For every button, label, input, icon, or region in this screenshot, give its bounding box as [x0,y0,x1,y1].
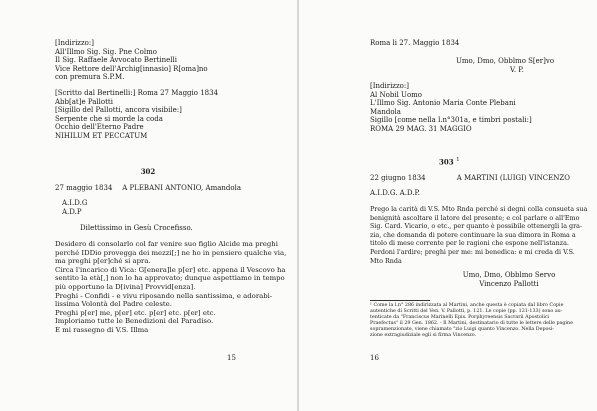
body-line: Preghi p[er] me, p[er] etc. p[er] etc. p[er] etc. [55,308,216,317]
footnote-line: autentiche di Scritti del Ven. V. Pallotti, p. 121. Le copie (pp. 121-133) sono au- [370,309,563,315]
body-line: benignità ascoltare il latore del presente; e col parlare o all'Emo [370,213,580,222]
signoff [449,271,569,288]
body-line: titolo di mese corrente per le ragioni che espone nell'istanza. [370,239,569,248]
body-line: ma preghi p[er]ché si apra. [55,257,151,266]
address-line: [Indirizzo:] [370,82,409,90]
body-line: E mi rassegno di V.S. Illma [55,325,149,334]
seal-line: NIHILUM ET PECCATUM [55,131,148,140]
address-line: Sigillo [come nella l.n°301a, e timbri postali:] [370,116,532,125]
address-block [55,39,208,82]
letter-number: 302 [140,167,156,176]
body-line: zia, che domanda di potere continuare la sua dimora in Roma a [370,230,576,239]
body-line: più opportuno la D[ivina] Provvid[enza]. [55,282,196,291]
letter-date: 27 maggio 1834 [55,184,113,192]
footnote-line: ¹ Come la l.n° 286 indirizzata al Martini, anche questa è copiata dal libro Copie [370,303,564,308]
footnote-line: Praefectus" il 29 Gen. 1862. - Il Martini, destinatario di tutte le lettere delle pagine [370,321,573,327]
body-line: Sig. Card. Vicario, o etc., per quanto è possibile ottenergli la gra- [370,222,583,231]
footnote-line: zione extragiudiziale egli si firma Vincenzo. [370,333,477,339]
invocation: A.I.D.G. A.D.P. [370,189,421,197]
letter-number [439,157,460,167]
closing-formula: Umo, Dmo, Obblmo S[er]vo [456,57,555,65]
footnote-line: sopramenzionate, viene chiamato "zio Luigi quanto Vincenzo. Nella Deposi- [370,327,555,333]
body-line: Prego la carità di V.S. Mto Rnda perché si degni colla consueta sua [370,205,588,213]
body-line: lissima Volontà del Padre celeste. [55,300,172,309]
letter-number-value: 303 [439,157,454,167]
signoff-line: Vincenzo Pallotti [479,279,539,288]
signoff-line: Umo, Dmo, Obblmo Servo [462,271,556,279]
seal-line: Abb[at]e Pallotti [55,97,113,106]
seal-line: Serpente che si morde la coda [55,114,163,123]
seal-line: [Scritto dal Bertinelli:] Roma 27 Maggio 1834 [55,89,219,97]
right-page [299,0,597,411]
footnote-line: tenticate da "Franciscus Marinelli Epis. Porphyreensis Sacrarii Apostolici [370,315,550,321]
address-line: All'Illmo Sig. Sig. Pne Colmo [55,47,157,56]
address-line: Il Sig. Raffaele Avvocato Bertinelli [55,56,177,65]
address-line: L'Illmo Sig. Antonio Maria Conte Plebani [370,99,516,108]
body-line: Perdoni l'ardire; preghi per me: mi benedica: e mi creda di V.S. [370,247,575,256]
address-block [370,82,532,134]
address-line: [Indirizzo:] [55,39,94,47]
footnote-rule [370,300,430,301]
footnote-marker: 1 [456,157,460,163]
seal-line: Occhio dell'Eterno Padre [55,123,144,132]
body-line: perché IDDio provegga dei mezzi[;] ne ho in pensiero qualche via, [55,248,287,257]
footnote [370,303,573,340]
seal-line: [Sigillo del Pallotti, ancora visibile:] [55,106,182,115]
address-line: con premura S.P.M. [55,73,125,82]
letter-date: 22 giugno 1834 [370,174,426,182]
letter-recipient: A MARTINI (LUIGI) VINCENZO [456,174,570,182]
body-line: Preghi - Confidi - e vivu riposando nella santissima, e adorabi- [55,291,273,300]
letter-body [55,240,286,335]
address-line: Al Nobil Uomo [370,90,423,99]
page-number: 15 [227,354,236,362]
left-page [0,0,298,411]
body-line: Mto Rnda [370,256,402,265]
address-line: ROMA 29 MAG. 31 MAGGIO [370,124,472,133]
place-date: Roma li 27. Maggio 1834 [370,39,460,47]
letter-body [370,205,587,265]
closing-initials: V. P. [510,66,524,74]
body-line: Desidero di consolarlo col far venire suo figlio Alcide ma preghi [55,240,278,248]
address-line: Mandola [370,107,401,116]
body-line: Imploriamo tutte le Benedizioni del Paradiso. [55,317,214,326]
body-line: Circa l'incarico di Vica: G[enera]le p[er] etc. appena il Vescovo ha [55,265,286,274]
invocation-line: A.I.D.G [62,199,88,207]
salutation: Dilettissimo in Gesù Crocefisso. [80,224,193,232]
letter-recipient: A PLEBANI ANTONIO, Amandola [122,184,241,192]
seal-block [55,89,218,141]
address-line: Vice Rettore dell'Archig[innasio] R[oma]no [55,64,208,73]
body-line: sentito la età[,] non lo ha approvato; dunque aspettiamo in tempo [55,274,285,283]
invocation [62,199,87,216]
invocation-line: A.D.P [62,207,82,216]
page-number: 16 [370,354,379,362]
